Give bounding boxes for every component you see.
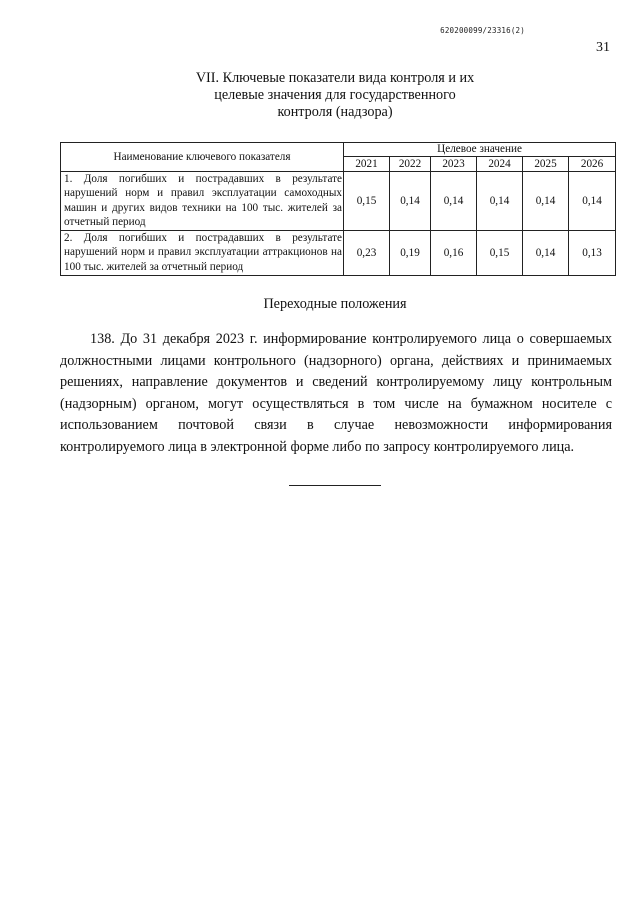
end-rule (289, 485, 381, 486)
value-cell: 0,16 (431, 231, 477, 276)
header-year: 2026 (569, 157, 616, 172)
section-title-line: контроля (надзора) (277, 104, 393, 120)
value-cell: 0,23 (344, 231, 390, 276)
value-cell: 0,15 (477, 231, 523, 276)
value-cell: 0,14 (569, 172, 616, 231)
header-year: 2021 (344, 157, 390, 172)
header-year: 2025 (523, 157, 569, 172)
page-number: 31 (596, 40, 610, 55)
header-indicator-name: Наименование ключевого показателя (61, 143, 344, 172)
value-cell: 0,19 (390, 231, 431, 276)
section-title-line: целевые значения для государственного (214, 87, 456, 103)
table-row (61, 172, 616, 231)
indicator-name-cell: 2. Доля погибших и пострадавших в результате нарушений норм и правил эксплуатации аттракционов на 100 тыс. жителей за отчетный период (61, 231, 344, 276)
header-year: 2022 (390, 157, 431, 172)
value-cell: 0,15 (344, 172, 390, 231)
value-cell: 0,14 (523, 172, 569, 231)
indicator-name-cell: 1. Доля погибших и пострадавших в результате нарушений норм и правил эксплуатации самоходных машин и других видов техники на 100 тыс. жителей за отчетный период (61, 172, 344, 231)
value-cell: 0,14 (477, 172, 523, 231)
value-cell: 0,14 (431, 172, 477, 231)
transitional-heading: Переходные положения (263, 296, 407, 312)
header-target-value: Целевое значение (344, 143, 616, 157)
section-title-line: VII. Ключевые показатели вида контроля и их (195, 70, 475, 86)
document-code: 620200099/23316(2) (440, 26, 525, 35)
value-cell: 0,13 (569, 231, 616, 276)
header-year: 2023 (431, 157, 477, 172)
value-cell: 0,14 (523, 231, 569, 276)
table-row (61, 231, 616, 276)
kpi-table (60, 142, 616, 276)
section-title (60, 70, 610, 121)
paragraph-138: 138. До 31 декабря 2023 г. информирование контролируемого лица о совершаемых должностными лицами контрольного (надзорного) органа, действиях и принимаемых решениях, направление документов и сведений контролируемому лицу контрольным (надзорным) органом, могут осуществляться в том числе на бумажном носителе с использованием почтовой связи в случае невозможности информирования контролируемого лица в электронной форме либо по запросу контролируемого лица. (60, 331, 612, 455)
header-year: 2024 (477, 157, 523, 172)
value-cell: 0,14 (390, 172, 431, 231)
table-header-row (61, 143, 616, 157)
